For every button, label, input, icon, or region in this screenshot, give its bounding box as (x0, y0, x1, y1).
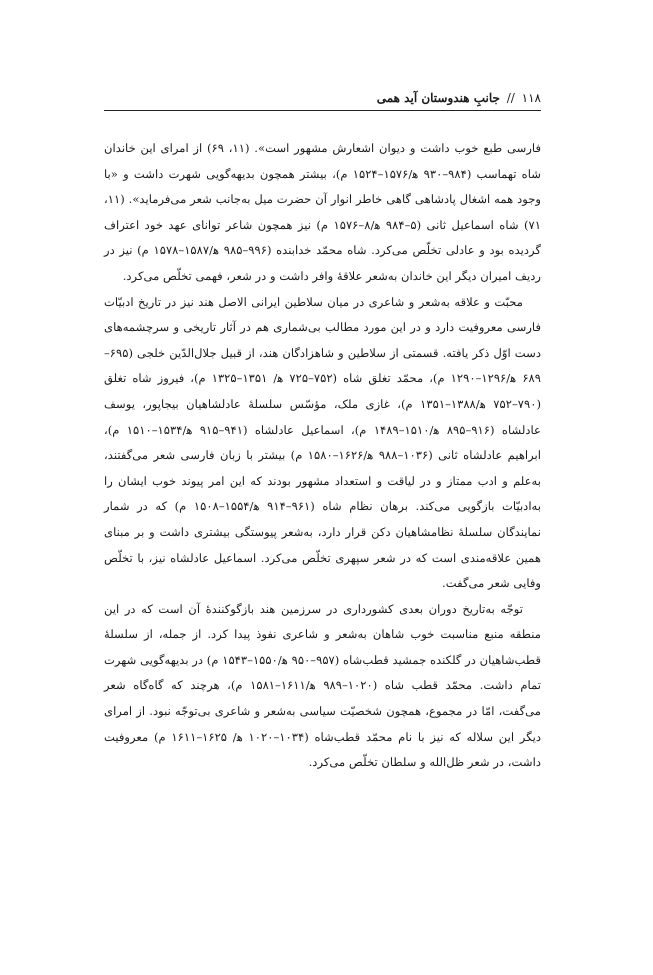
header-separator: // (506, 91, 515, 105)
paragraph-2: محبّت و علاقه به‌شعر و شاعری در میان سلاطین ایرانی الاصل هند نیز در تاریخ ادبیّات فارسی معروفیت دارد و در این مورد مطالب بی‌شماری هم در آثار تاریخی و سرچشمه‌های دست اوّل ذکر یافته. قسمتی از سلاطین و شاهزادگان هند، از قبیل جلال‌الدّین خلجی (۶۹۵–۶۸۹ ه‍/۱۲۹۶–۱۲۹۰ م)، محمّد تغلق شاه (۷۵۲–۷۲۵ ه‍/ ۱۳۵۱–۱۳۲۵ م)، فیروز شاه تغلق (۷۹۰–۷۵۲ ه‍/۱۳۸۸–۱۳۵۱ م)، غازی ملک، مؤسّس سلسلهٔ عادلشاهیان بیجاپور، یوسف عادلشاه (۹۱۶–۸۹۵ ه‍/۱۵۱۰–۱۴۸۹ م)، اسماعیل عادلشاه (۹۴۱–۹۱۵ ه‍/۱۵۳۴–۱۵۱۰ م)، ابراهیم عادلشاه ثانی (۱۰۳۶–۹۸۸ ه‍/۱۶۲۶–۱۵۸۰ م) بیشتر با زبان فارسی شعر می‌گفتند، به‌علم و ادب ممتاز و در لیاقت و استعداد مشهور بودند که این امر پیوند خوب ایشان را به‌ادبیّات بازگویی می‌کند. برهان نظام شاه (۹۶۱–۹۱۴ ه‍/۱۵۵۴–۱۵۰۸ م) که در شمار نمایندگان سلسلهٔ نظامشاهیان دکن قرار دارد، به‌شعر پیوستگی بیشتری داشت و بر مبنای همین علاقه‌مندی است که در شعر سپهری تخلّص می‌کرد. اسماعیل عادلشاه نیز، با تخلّص وفایی شعر می‌گفت. (104, 294, 542, 591)
paragraph-3: توجّه به‌تاریخ دوران بعدی کشورداری در سرزمین هند بازگوکنندهٔ آن است که در این منطقه منبع مناسبت خوب شاهان به‌شعر و شاعری نفوذ پیدا کرد. از جمله، از سلسلهٔ قطب‌شاهیان در گلکنده جمشید قطب‌شاه (۹۵۷–۹۵۰ ه‍/۱۵۵۰–۱۵۴۳ م) در بدیهه‌گویی شهرت تمام داشت. محمّد قطب شاه (۱۰۲۰–۹۸۹ ه‍/۱۶۱۱–۱۵۸۱ م)، هرچند که گاه‌گاه شعر می‌گفت، امّا در مجموع، همچون شخصیّت سیاسی به‌شعر و شاعری بی‌توجّه نبود. از امرای دیگر این سلاله که نیز با نام محمّد قطب‌شاه (۱۰۳۴–۱۰۲۰ ه‍/ ۱۶۲۵–۱۶۱۱ م) معروفیت داشت، در شعر ظل‌الله و سلطان تخلّص می‌کرد. (104, 601, 541, 770)
header-rule (104, 110, 541, 111)
running-header (104, 88, 541, 108)
running-title: جانبِ هندوستان آید همی (376, 91, 500, 105)
page-number: ۱۱۸ (521, 91, 541, 105)
paragraph-1: فارسی طبع خوب داشت و دیوان اشعارش مشهور است». (۱۱، ۶۹) از امرای این خاندان شاه تهماسب (۹۸۴–۹۳۰ ه‍/۱۵۷۶–۱۵۲۴ م)، بیشتر همچون بدیهه‌گویی شهرت داشت و «با وجود همه اشغال پادشاهی گاهی خاطر انوار آن حضرت میل به‌جانب شعر می‌فرماید». (۱۱، ۷۱) شاه اسماعیل ثانی (۵–۹۸۴ ه‍/۸–۱۵۷۶ م) نیز همچون شاعر توانای عهد خود اعتراف گردیده بود و عادلی تخلّص می‌کرد. شاه محمّد خدابنده (۹۹۶–۹۸۵ ه‍/۱۵۸۷–۱۵۷۸ م) نیز در ردیف امیران دیگر این خاندان به‌شعر علاقهٔ وافر داشت و در شعر، فهمی تخلّص می‌کرد. (104, 141, 541, 283)
body-text (104, 136, 541, 776)
